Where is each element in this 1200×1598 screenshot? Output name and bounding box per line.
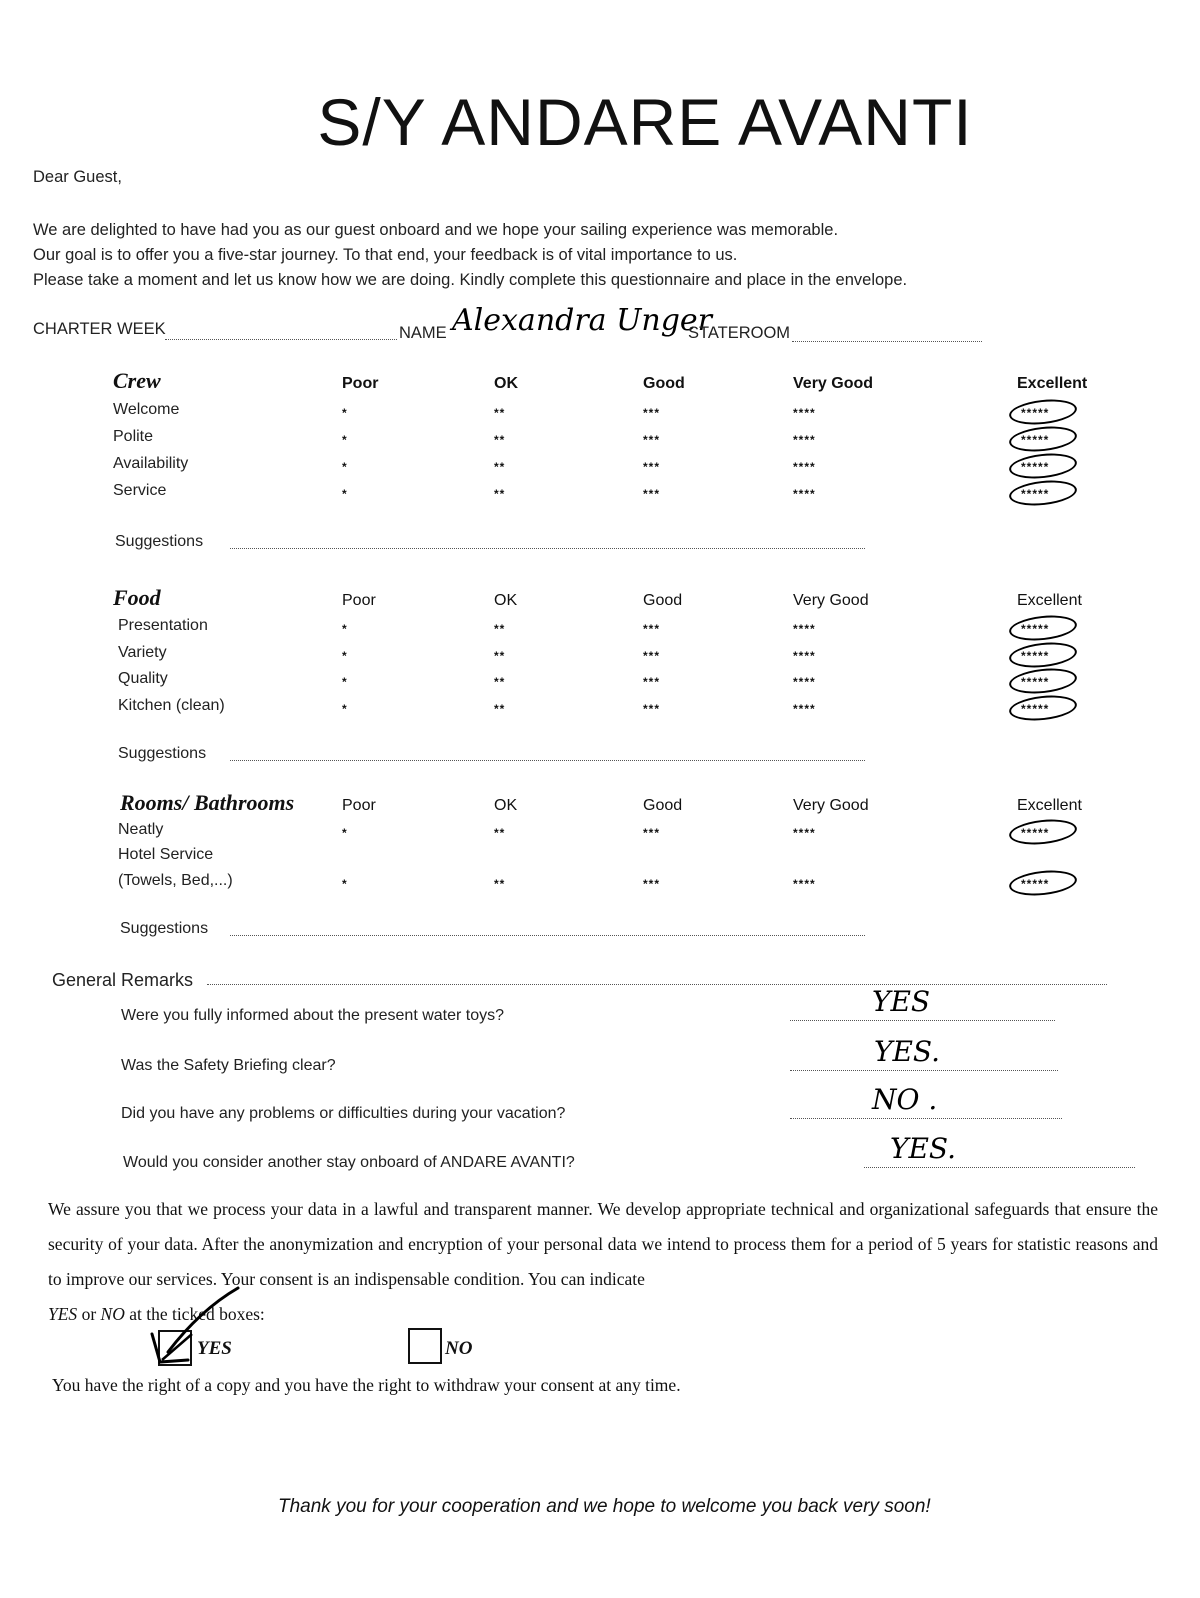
rating-option-1[interactable]: * xyxy=(342,649,348,663)
consent-text: We assure you that we process your data in a lawful and transparent manner. We develop appropriate technical and organizational safeguards that ensure the security of your data. After the anonymization and encryption of your personal data we intend to process them for a period of 5 years for statistic reasons and to improve our services. Your consent is an indispensable condition. You can indicate xyxy=(48,1199,1158,1289)
rating-option-2[interactable]: ** xyxy=(494,406,506,420)
rating-item-label: Kitchen (clean) xyxy=(118,697,225,714)
general-remarks-label: General Remarks xyxy=(52,970,194,990)
rating-option-1[interactable]: * xyxy=(342,675,348,689)
answer-field[interactable] xyxy=(790,1118,1062,1119)
form-title: S/Y ANDARE AVANTI xyxy=(317,85,973,159)
rating-item-label: Availability xyxy=(113,455,189,472)
rating-item-label: Welcome xyxy=(113,401,180,418)
rating-header: Good xyxy=(643,375,685,392)
rating-option-5[interactable]: ***** xyxy=(1021,433,1050,447)
suggestions-field[interactable] xyxy=(230,760,865,761)
rating-header: Good xyxy=(643,592,683,609)
rating-option-4[interactable]: **** xyxy=(793,433,816,447)
selected-circle-mark xyxy=(1008,640,1078,671)
rating-option-2[interactable]: ** xyxy=(494,649,506,663)
consent-no-label: NO xyxy=(445,1338,473,1359)
rating-item-label: Quality xyxy=(118,670,168,687)
rating-option-1[interactable]: * xyxy=(342,406,348,420)
section-title: Food xyxy=(113,585,161,610)
intro-line-3: Please take a moment and let us know how we are doing. Kindly complete this questionnaire and place in the envelope. xyxy=(33,271,908,289)
rating-item-label: Polite xyxy=(113,428,154,445)
consent-or-word: or xyxy=(81,1304,97,1324)
rating-option-1[interactable]: * xyxy=(342,877,348,891)
consent-no-checkbox[interactable] xyxy=(408,1328,442,1364)
name-label: NAME xyxy=(399,324,447,342)
handwritten-answer[interactable]: NO . xyxy=(872,1083,938,1116)
section-title: Crew xyxy=(113,368,161,393)
rating-option-4[interactable]: **** xyxy=(793,649,816,663)
rating-option-3[interactable]: *** xyxy=(643,826,661,840)
rating-option-4[interactable]: **** xyxy=(793,460,816,474)
rating-item-label: Neatly xyxy=(118,821,164,838)
rating-option-1[interactable]: * xyxy=(342,433,348,447)
greeting: Dear Guest, xyxy=(33,168,122,186)
question-text: Would you consider another stay onboard of ANDARE AVANTI? xyxy=(123,1154,575,1171)
rating-option-5[interactable]: ***** xyxy=(1021,460,1050,474)
rating-option-2[interactable]: ** xyxy=(494,877,506,891)
rating-option-5[interactable]: ***** xyxy=(1021,877,1050,891)
rating-option-3[interactable]: *** xyxy=(643,702,661,716)
consent-no-word: NO xyxy=(100,1304,125,1324)
handwritten-answer[interactable]: YES. xyxy=(874,1035,941,1068)
rating-option-5[interactable]: ***** xyxy=(1021,675,1050,689)
rating-option-2[interactable]: ** xyxy=(494,675,506,689)
rating-option-1[interactable]: * xyxy=(342,460,348,474)
suggestions-label: Suggestions xyxy=(120,920,209,937)
selected-circle-mark xyxy=(1008,666,1078,697)
consent-tail: at the ticked boxes: xyxy=(129,1304,265,1324)
consent-paragraph xyxy=(48,1192,1158,1332)
general-remarks-field[interactable] xyxy=(207,984,1107,985)
rating-option-2[interactable]: ** xyxy=(494,826,506,840)
stateroom-field[interactable] xyxy=(792,341,982,342)
rating-header: Excellent xyxy=(1017,375,1088,392)
rating-option-2[interactable]: ** xyxy=(494,702,506,716)
selected-circle-mark xyxy=(1008,868,1078,899)
rating-option-3[interactable]: *** xyxy=(643,675,661,689)
rating-option-3[interactable]: *** xyxy=(643,460,661,474)
rating-header: Very Good xyxy=(793,375,874,392)
stateroom-label: STATEROOM xyxy=(688,324,791,342)
handwritten-answer[interactable]: YES. xyxy=(890,1132,957,1165)
rating-option-3[interactable]: *** xyxy=(643,649,661,663)
consent-yes-checkbox[interactable] xyxy=(158,1330,192,1366)
rating-option-4[interactable]: **** xyxy=(793,675,816,689)
question-text: Were you fully informed about the present water toys? xyxy=(121,1007,505,1024)
rating-header: Excellent xyxy=(1017,797,1082,814)
rating-option-1[interactable]: * xyxy=(342,622,348,636)
rating-option-3[interactable]: *** xyxy=(643,406,661,420)
consent-yes-label: YES xyxy=(197,1338,232,1359)
rating-item-label: Service xyxy=(113,482,167,499)
section-title: Rooms/ Bathrooms xyxy=(120,790,295,815)
rating-header: Very Good xyxy=(793,797,869,814)
suggestions-field[interactable] xyxy=(230,548,865,549)
rating-option-2[interactable]: ** xyxy=(494,433,506,447)
handwritten-answer[interactable]: YES xyxy=(872,985,931,1018)
rating-option-4[interactable]: **** xyxy=(793,487,816,501)
suggestions-field[interactable] xyxy=(230,935,865,936)
rating-header: Poor xyxy=(342,592,376,609)
suggestions-label: Suggestions xyxy=(115,533,204,550)
rating-option-5[interactable]: ***** xyxy=(1021,649,1050,663)
rating-header: Excellent xyxy=(1017,592,1082,609)
rating-option-3[interactable]: *** xyxy=(643,433,661,447)
selected-circle-mark xyxy=(1008,397,1078,428)
rating-header: Poor xyxy=(342,797,376,814)
rating-item-label: Variety xyxy=(118,644,167,661)
rating-header: Very Good xyxy=(793,592,869,609)
rating-option-2[interactable]: ** xyxy=(494,487,506,501)
rating-option-1[interactable]: * xyxy=(342,826,348,840)
rating-option-3[interactable]: *** xyxy=(643,622,661,636)
rating-option-1[interactable]: * xyxy=(342,702,348,716)
name-handwritten-value[interactable]: Alexandra Unger xyxy=(452,303,713,338)
charter-week-field[interactable] xyxy=(165,339,397,340)
answer-field[interactable] xyxy=(864,1167,1135,1168)
question-text: Was the Safety Briefing clear? xyxy=(121,1057,336,1074)
answer-field[interactable] xyxy=(790,1020,1055,1021)
rating-option-4[interactable]: **** xyxy=(793,702,816,716)
rating-option-4[interactable]: **** xyxy=(793,622,816,636)
rating-option-4[interactable]: **** xyxy=(793,826,816,840)
rating-option-5[interactable]: ***** xyxy=(1021,406,1050,420)
question-text: Did you have any problems or difficulties during your vacation? xyxy=(121,1105,566,1122)
rating-header: OK xyxy=(494,592,518,609)
rating-option-3[interactable]: *** xyxy=(643,487,661,501)
rating-option-5[interactable]: ***** xyxy=(1021,702,1050,716)
consent-yes-word: YES xyxy=(48,1304,78,1324)
rating-option-5[interactable]: ***** xyxy=(1021,826,1050,840)
rating-header: OK xyxy=(494,375,518,392)
rating-header: OK xyxy=(494,797,518,814)
rating-header: Good xyxy=(643,797,683,814)
rating-header: Poor xyxy=(342,375,379,392)
rating-option-4[interactable]: **** xyxy=(793,877,816,891)
selected-circle-mark xyxy=(1008,693,1078,724)
rating-item-sublabel: (Towels, Bed,...) xyxy=(118,872,233,889)
rating-item-label: Presentation xyxy=(118,617,208,634)
rating-option-4[interactable]: **** xyxy=(793,406,816,420)
selected-circle-mark xyxy=(1008,817,1078,848)
charter-week-label: CHARTER WEEK xyxy=(33,320,166,338)
answer-field[interactable] xyxy=(790,1070,1058,1071)
rating-option-3[interactable]: *** xyxy=(643,877,661,891)
thanks-message: Thank you for your cooperation and we hope to welcome you back very soon! xyxy=(278,1496,931,1517)
selected-circle-mark xyxy=(1008,613,1078,644)
rating-option-5[interactable]: ***** xyxy=(1021,487,1050,501)
suggestions-label: Suggestions xyxy=(118,745,207,762)
rating-option-1[interactable]: * xyxy=(342,487,348,501)
intro-line-2: Our goal is to offer you a five-star journey. To that end, your feedback is of vital importance to us. xyxy=(33,246,738,264)
selected-circle-mark xyxy=(1008,451,1078,482)
selected-circle-mark xyxy=(1008,478,1078,509)
rating-item-label: Hotel Service xyxy=(118,846,214,863)
rating-option-5[interactable]: ***** xyxy=(1021,622,1050,636)
intro-line-1: We are delighted to have had you as our guest onboard and we hope your sailing experience was memorable. xyxy=(33,221,839,239)
rating-option-2[interactable]: ** xyxy=(494,460,506,474)
consent-footer: You have the right of a copy and you have the right to withdraw your consent at any time. xyxy=(52,1375,681,1395)
rating-option-2[interactable]: ** xyxy=(494,622,506,636)
selected-circle-mark xyxy=(1008,424,1078,455)
